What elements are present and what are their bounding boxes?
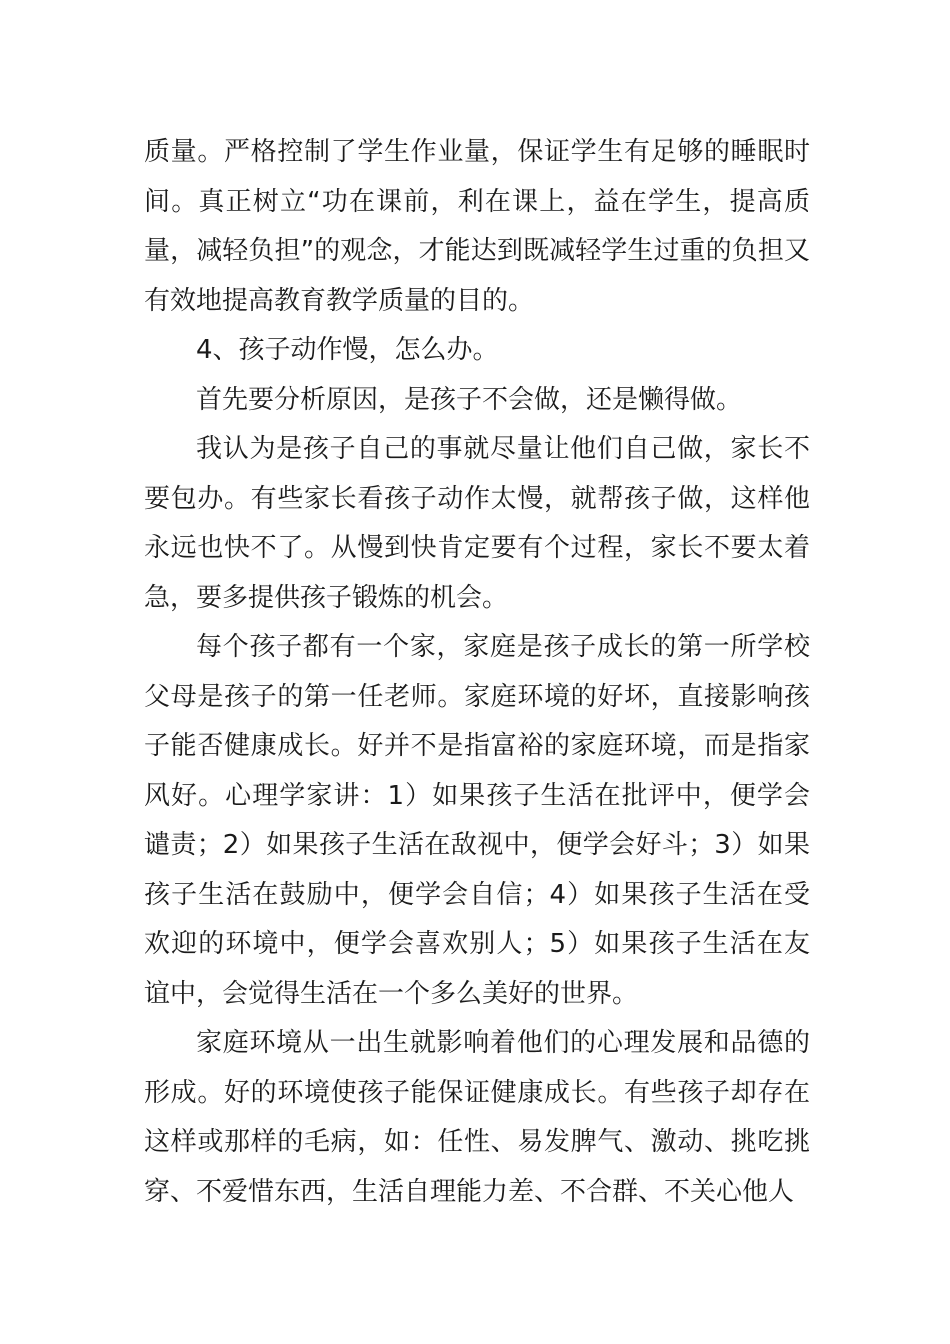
paragraph-analyze-cause: 首先要分析原因，是孩子不会做，还是懒得做。 (196, 384, 743, 415)
body-text (144, 128, 810, 1217)
paragraph-heading-slow-child: 4、孩子动作慢，怎么办。 (196, 335, 499, 365)
paragraph-family-environment: 每个孩子都有一个家，家庭是孩子成长的第一所学校父母是孩子的第一任老师。家庭环境的好坏，直接影响孩子能否健康成长。好并不是指富裕的家庭环境，而是指家风好。心理学家讲：1）如果孩子生活在批评中，便学会谴责；2）如果孩子生活在敌视中，便学会好斗；3）如果孩子生活在鼓励中，便学会自信；4）如果孩子生活在受欢迎的环境中，便学会喜欢别人；5）如果孩子生活在友谊中，会觉得生活在一个多么美好的世界。 (144, 632, 810, 1009)
paragraph-let-children-do: 我认为是孩子自己的事就尽量让他们自己做，家长不要包办。有些家长看孩子动作太慢，就帮孩子做，这样他永远也快不了。从慢到快肯定要有个过程，家长不要太着急，要多提供孩子锻炼的机会。 (144, 434, 810, 613)
paragraph-environment-influence: 家庭环境从一出生就影响着他们的心理发展和品德的形成。好的环境使孩子能保证健康成长。有些孩子却存在这样或那样的毛病，如：任性、易发脾气、激动、挑吃挑穿、不爱惜东西，生活自理能力差、不合群、不关心他人 (144, 1028, 810, 1207)
paragraph-homework-quality: 质量。严格控制了学生作业量，保证学生有足够的睡眠时间。真正树立“功在课前，利在课上，益在学生，提高质量，减轻负担”的观念，才能达到既减轻学生过重的负担又有效地提高教育教学质量的目的。 (144, 137, 810, 316)
